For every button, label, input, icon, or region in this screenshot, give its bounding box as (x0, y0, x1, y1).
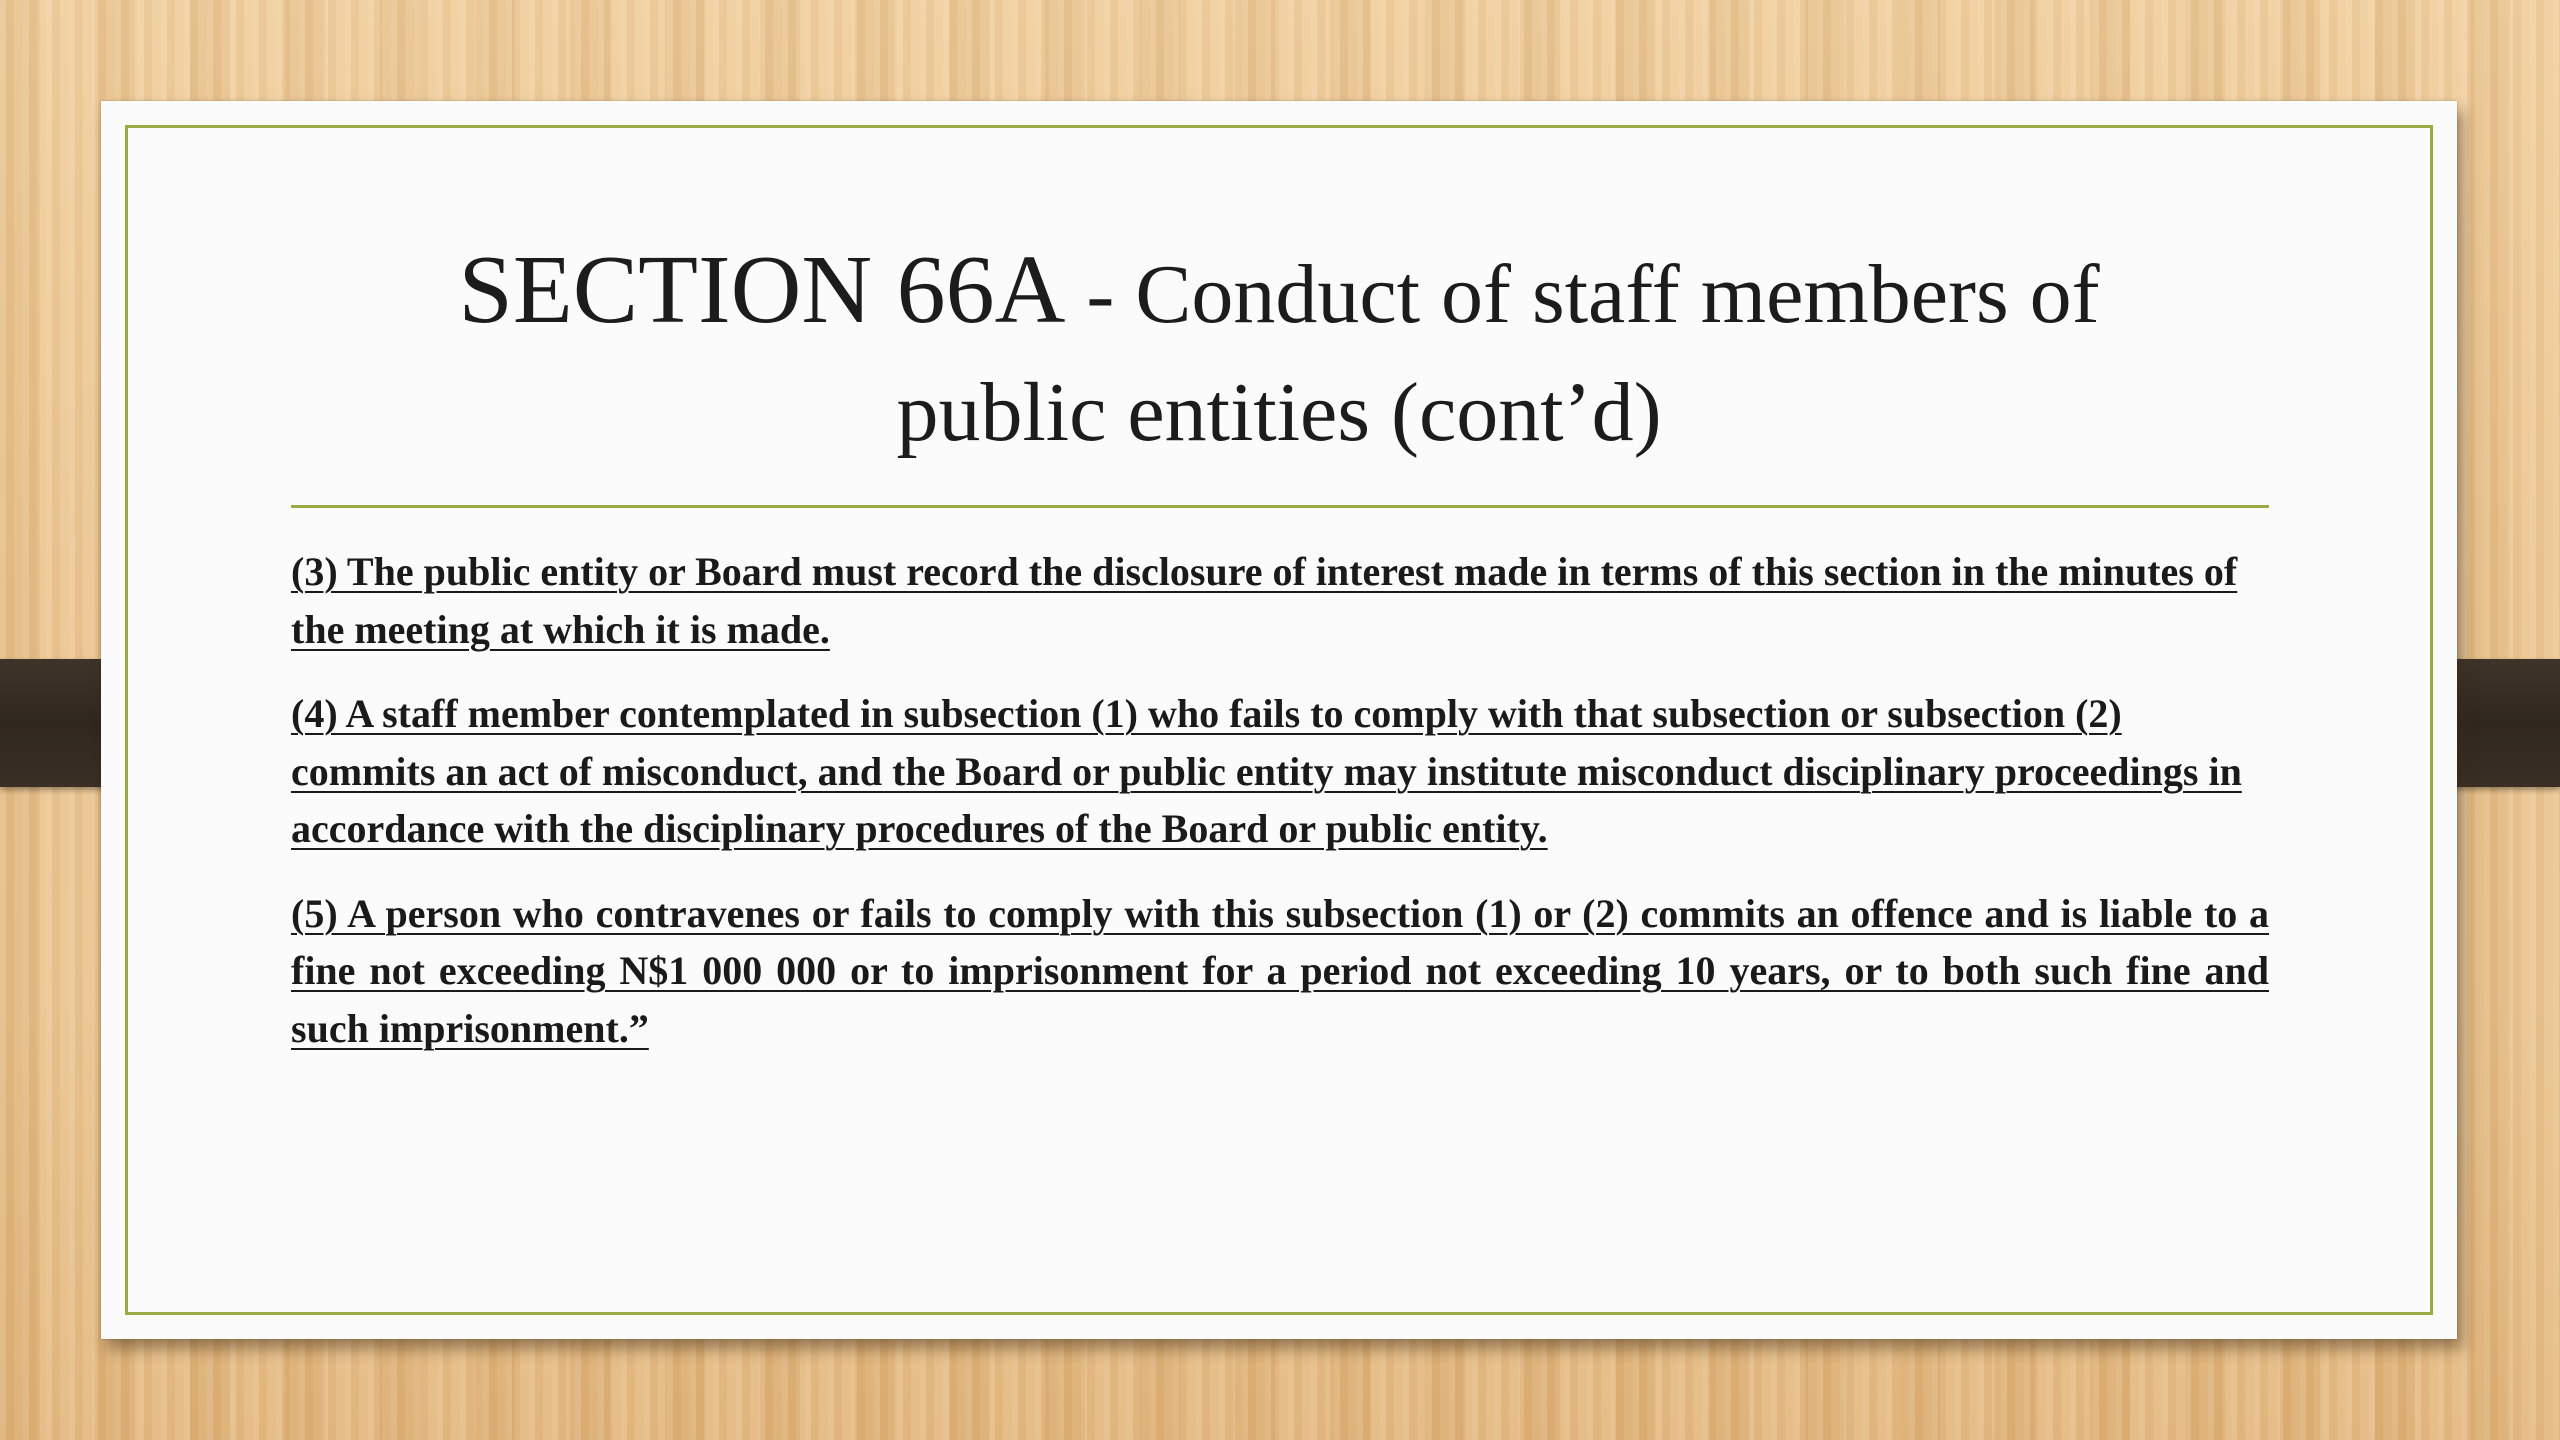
slide-title (231, 231, 2327, 472)
title-section-number: SECTION 66A (458, 236, 1066, 344)
slide-body (291, 543, 2269, 1084)
paragraph-subsection-3: (3) The public entity or Board must record the disclosure of interest made in terms of this section in the minutes of the meeting at which it is made. (291, 549, 2238, 652)
title-divider (291, 505, 2269, 508)
paragraph-subsection-4: (4) A staff member contemplated in subsection (1) who fails to comply with that subsection or subsection (2) commits an act of misconduct, and the Board or public entity may institute misconduct disciplinary proceedings in accordance with the disciplinary procedures of the Board or public entity. (291, 691, 2242, 851)
paragraph-subsection-5: (5) A person who contravenes or fails to comply with this subsection (1) or (2) commits an offence and is liable to a fine not exceeding N$1 000 000 or to imprisonment for a period not exceeding 10 years, or to both such fine and such imprisonment.” (291, 890, 2269, 1051)
title-line-2: public entities (cont’d) (896, 366, 1662, 459)
title-line-1-rest: - Conduct of staff members of (1065, 248, 2100, 341)
slide-card (101, 101, 2457, 1339)
